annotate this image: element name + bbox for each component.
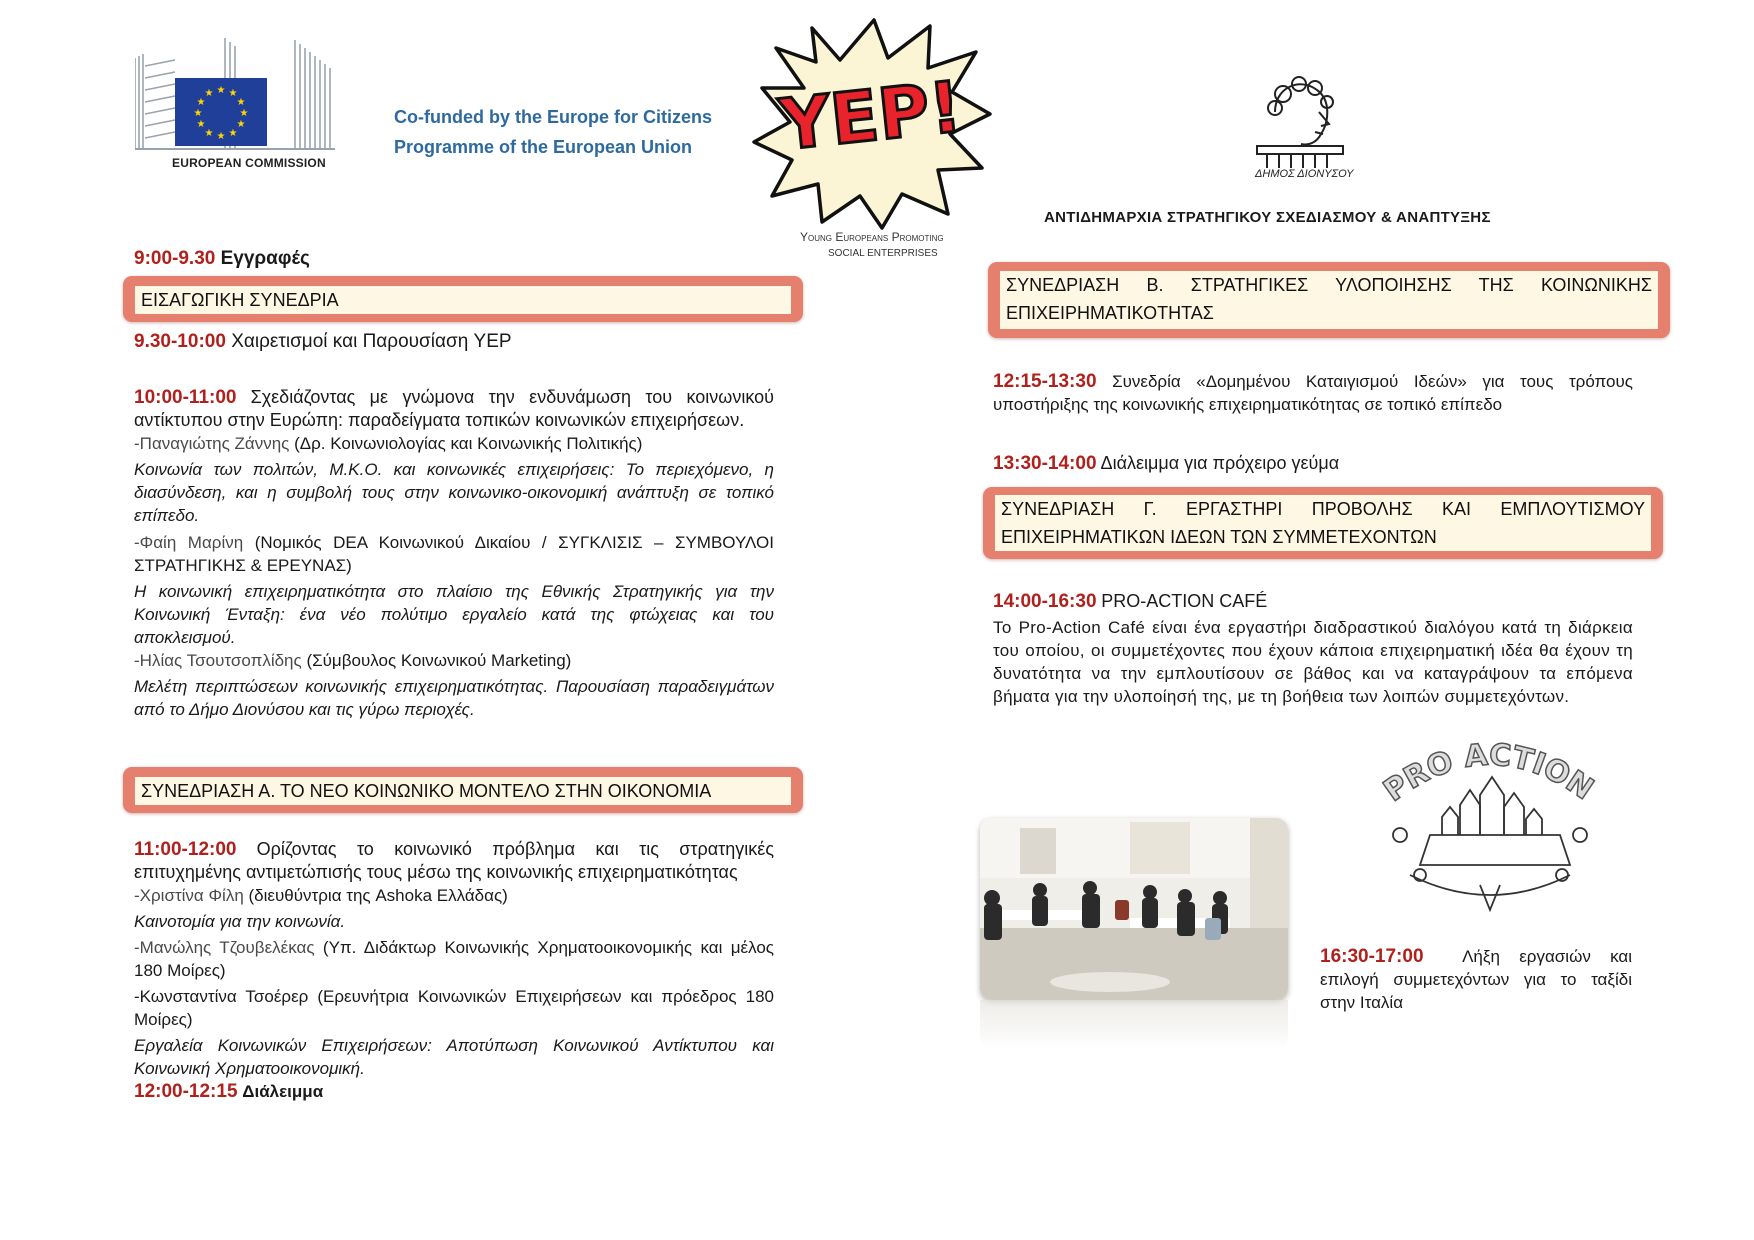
- speaker-tsoerer: [134, 985, 774, 1031]
- svg-text:★: ★: [228, 128, 238, 139]
- speaker-topic: Καινοτομία για την κοινωνία.: [134, 912, 346, 931]
- block-2-heading: [134, 838, 774, 884]
- speaker-name: -Ηλίας Τσουτσοπλίδης: [134, 651, 302, 670]
- comic-burst-icon: [752, 18, 992, 230]
- speaker-role: (Νομικός DEA Κοινωνικού Δικαίου / ΣΥΓΚΛΙΣΙΣ – ΣΥΜΒΟΥΛΟΙ ΣΤΡΑΤΗΓΙΚΗΣ & ΕΡΕΥΝΑΣ): [134, 533, 774, 575]
- yep-subtitle-1: Young Europeans Promoting: [800, 230, 944, 244]
- svg-text:★: ★: [228, 88, 238, 99]
- svg-text:★: ★: [196, 97, 206, 108]
- block-2-time: 11:00-12:00: [134, 839, 237, 860]
- speaker-tzouvelekas: [134, 936, 774, 982]
- lunch-time: 13:30-14:00: [993, 453, 1097, 474]
- workshop-photo: [980, 818, 1288, 1000]
- speaker-tsoutsoplidis: [134, 649, 774, 672]
- svg-text:★: ★: [204, 128, 214, 139]
- session-b-title: ΣΥΝΕΔΡΙΑΣΗ Β. ΣΤΡΑΤΗΓΙΚΕΣ ΥΛΟΠΟΙΗΣΗΣ ΤΗΣ ΚΟΙΝΩΝΙΚΗΣ ΕΠΙΧΕΙΡΗΜΑΤΙΚΟΤΗΤΑΣ: [1000, 271, 1658, 329]
- block-4-text: Το Pro-Action Café είναι ένα εργαστήρι διαδραστικού διαλόγου κατά τη διάρκεια του οποίου, οι συμμετέχοντες που έχουν κάποια επιχειρηματική ιδέα θα έχουν τη δυνατότητα να την εμπλουτίσουν σε βάθος και να καταγράψουν τα επόμενα βήματα για την υλοποίησή της, με τη βοήθεια των λοιπών συμμετεχόντων.: [993, 618, 1633, 706]
- photo-reflection: [980, 1000, 1288, 1050]
- speaker-marini: [134, 531, 774, 577]
- speaker-name: -Μανώλης Τζουβελέκας: [134, 938, 315, 957]
- block-2: [134, 838, 774, 1103]
- session-intro-title: ΕΙΣΑΓΩΓΙΚΗ ΣΥΝΕΔΡΙΑ: [135, 286, 791, 314]
- speaker-name: -Παναγιώτης Ζάννης: [134, 434, 290, 453]
- speaker-role: (Ερευνήτρια Κοινωνικών Επιχειρήσεων και πρόεδρος 180 Μοίρες): [134, 987, 774, 1029]
- workshop-photo-image: [980, 818, 1288, 1000]
- yep-logo: [752, 18, 992, 268]
- speaker-role: (Υπ. Διδάκτωρ Κοινωνικής Χρηματοοικονομικής και μέλος 180 Μοίρες): [134, 938, 774, 980]
- block-3: [993, 370, 1633, 416]
- block-1-time: 10:00-11:00: [134, 387, 237, 408]
- ec-label: EUROPEAN COMMISSION: [172, 156, 326, 170]
- yep-subtitle-2: SOCIAL ENTERPRISES: [828, 248, 938, 259]
- break-time: 12:00-12:15: [134, 1081, 238, 1102]
- closing-text: Λήξη εργασιών και επιλογή συμμετεχόντων για το ταξίδι στην Ιταλία: [1320, 947, 1633, 1012]
- svg-text:★: ★: [239, 108, 249, 119]
- european-commission-logo: [135, 38, 335, 174]
- speaker-topic: Κοινωνία των πολιτών, Μ.Κ.Ο. και κοινωνικές επιχειρήσεις: Το περιεχόμενο, η διασύνδεση, και η συμβολή τους στην κοινωνικο-οικονομική ανάπτυξη σε τοπικό επίπεδο.: [134, 460, 774, 525]
- dionysus-head-icon: [1245, 72, 1355, 168]
- ec-building-icon: [135, 38, 335, 174]
- speaker-fili: [134, 884, 774, 907]
- municipality-logo: [1245, 72, 1355, 192]
- session-intro-box: [123, 276, 803, 322]
- svg-text:★: ★: [216, 131, 226, 142]
- session-c-title: ΣΥΝΕΔΡΙΑΣΗ Γ. ΕΡΓΑΣΤΗΡΙ ΠΡΟΒΟΛΗΣ ΚΑΙ ΕΜΠΛΟΥΤΙΣΜΟΥ ΕΠΙΧΕΙΡΗΜΑΤΙΚΩΝ ΙΔΕΩΝ ΤΩΝ ΣΥΜΜΕΤΕΧΟΝΤΩΝ: [995, 495, 1651, 551]
- registration-line: [134, 246, 310, 272]
- closing-time: 16:30-17:00: [1320, 946, 1424, 967]
- speaker-topic: Εργαλεία Κοινωνικών Επιχειρήσεων: Αποτύπωση Κοινωνικού Αντίκτυπου και Κοινωνική Χρηματοοικονομική.: [134, 1036, 774, 1078]
- session-c-box: [983, 487, 1663, 559]
- block-4-time: 14:00-16:30: [993, 591, 1097, 612]
- municipality-label: ΔΗΜΟΣ ΔΙΟΝΥΣΟΥ: [1255, 168, 1354, 180]
- svg-text:★: ★: [204, 88, 214, 99]
- break-label: Διάλειμμα: [242, 1082, 324, 1101]
- speaker-role: (Δρ. Κοινωνιολογίας και Κοινωνικής Πολιτικής): [294, 434, 643, 453]
- svg-text:PRO ACTION CAFÉ: PRO ACTION: [1377, 737, 1600, 809]
- session-b-box: [988, 262, 1670, 338]
- svg-text:★: ★: [196, 119, 206, 130]
- block-2-title: Ορίζοντας το κοινωνικό πρόβλημα και τις στρατηγικές επιτυχημένης αντιμετώπισής τους μέσω της κοινωνικής επιχειρηματικότητας: [134, 839, 774, 882]
- svg-text:YEP!: YEP!: [776, 65, 966, 167]
- registration-time: 9:00-9.30: [134, 248, 216, 269]
- lunch-label: Διάλειμμα για πρόχειρο γεύμα: [1100, 453, 1340, 473]
- svg-text:★: ★: [236, 119, 246, 130]
- block-1-title: Σχεδιάζοντας με γνώμονα την ενδυνάμωση του κοινωνικού αντίκτυπου στην Ευρώπη: παραδείγματα τοπικών κοινωνικών επιχειρήσεων.: [134, 387, 774, 430]
- block-3-time: 12:15-13:30: [993, 371, 1097, 392]
- block-1-heading: [134, 386, 774, 432]
- block-3-text: Συνεδρία «Δομημένου Καταιγισμού Ιδεών» για τους τρόπους υποστήριξης της κοινωνικής επιχειρηματικότητας σε τοπικό επίπεδο: [993, 372, 1633, 414]
- lunch-line: [993, 452, 1339, 475]
- speaker-topic: Μελέτη περιπτώσεων κοινωνικής επιχειρηματικότητας. Παρουσίαση παραδειγμάτων από το Δήμο Διονύσου και τις γύρω περιοχές.: [134, 677, 774, 719]
- speaker-role: (Σύμβουλος Κοινωνικού Marketing): [306, 651, 572, 670]
- registration-label: Εγγραφές: [220, 248, 310, 269]
- svg-text:★: ★: [216, 85, 226, 96]
- session-a-box: [123, 767, 803, 813]
- welcome-time: 9.30-10:00: [134, 331, 226, 352]
- break-line: [134, 1080, 774, 1103]
- pro-action-cafe-logo: [1370, 735, 1610, 925]
- speaker-topic: Η κοινωνική επιχειρηματικότητα στο πλαίσιο της Εθνικής Στρατηγικής για την Κοινωνική Ένταξη: ένα νέο πολύτιμο εργαλείο κατά της φτώχειας και του αποκλεισμού.: [134, 582, 774, 647]
- session-a-title: ΣΥΝΕΔΡΙΑΣΗ Α. ΤΟ ΝΕΟ ΚΟΙΝΩΝΙΚΟ ΜΟΝΤΕΛΟ ΣΤΗΝ ΟΙΚΟΝΟΜΙΑ: [135, 777, 791, 805]
- cofund-line-1: Co-funded by the Europe for Citizens: [394, 107, 712, 127]
- speaker-role: (διευθύντρια της Ashoka Ελλάδας): [248, 886, 508, 905]
- speaker-name: -Χριστίνα Φίλη: [134, 886, 244, 905]
- svg-text:★: ★: [236, 97, 246, 108]
- block-1: [134, 386, 774, 721]
- speaker-name: -Κωνσταντίνα Τσοέρερ: [134, 987, 309, 1006]
- welcome-label: Χαιρετισμοί και Παρουσίαση YEP: [231, 331, 512, 352]
- block-4: [993, 590, 1633, 708]
- block-4-title: PRO-ACTION CAFÉ: [1101, 591, 1268, 611]
- department-title: ΑΝΤΙΔΗΜΑΡΧΙΑ ΣΤΡΑΤΗΓΙΚΟΥ ΣΧΕΔΙΑΣΜΟΥ & ΑΝΑΠΤΥΞΗΣ: [1044, 209, 1491, 226]
- closing-block: [1320, 945, 1632, 1014]
- svg-text:★: ★: [193, 108, 203, 119]
- cofund-line-2: Programme of the European Union: [394, 137, 693, 157]
- speaker-zannis: [134, 432, 774, 455]
- speaker-name: -Φαίη Μαρίνη: [134, 533, 244, 552]
- welcome-line: [134, 329, 512, 355]
- pro-action-cafe-icon: [1370, 735, 1610, 925]
